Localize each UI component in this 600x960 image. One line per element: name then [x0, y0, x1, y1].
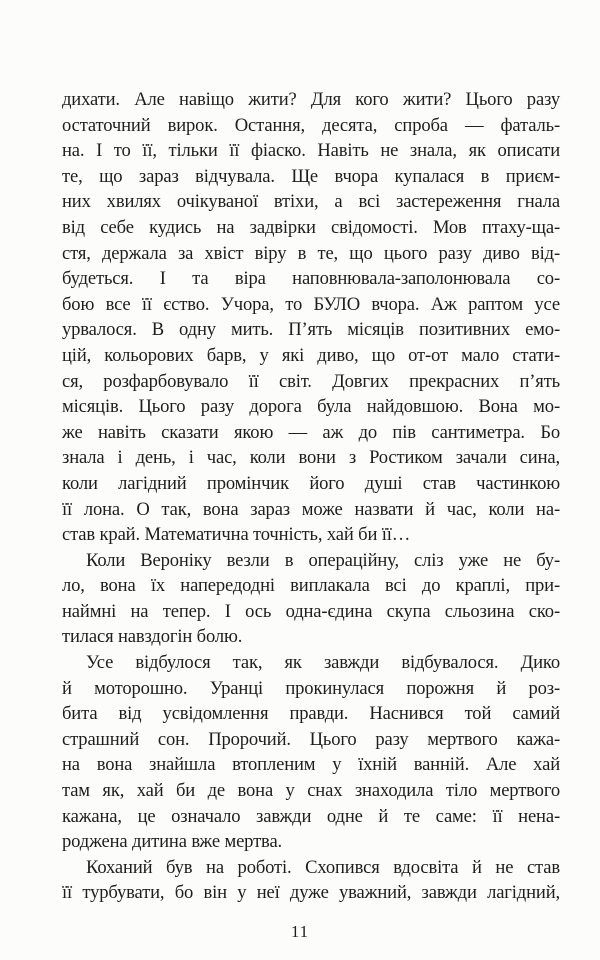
text-line: роджена дитина вже мертва. — [62, 831, 283, 853]
text-line: же навіть сказати якою — аж до пів сантиметра. Бо — [62, 421, 560, 443]
text-line: стя, держала за хвіст віру в те, що цього разу диво від- — [62, 242, 560, 264]
text-line: кажана, це означало завжди одне й те саме: її нена- — [62, 805, 560, 827]
text-line: Коханий був на роботі. Схопився вдосвіта й не став — [86, 856, 560, 878]
text-line: від себе кудись на задвірки свідомості. Мов птаху-ща- — [62, 216, 560, 238]
text-line: на вона знайшла втопленим у їхній ванній. Але хай — [62, 754, 560, 776]
text-line: цій, кольорових барв, у які диво, що от-от мало стати- — [62, 344, 560, 366]
text-line: них хвилях очікуваної втіхи, а всі застереження гнала — [62, 191, 560, 213]
text-line: будеться. І та віра наповнювала-заполонювала со- — [62, 268, 560, 290]
text-line: страшний сон. Пророчий. Цього разу мертвого кажа- — [62, 728, 560, 750]
text-line: її турбувати, бо він у неї дуже уважний, завжди лагідний, — [62, 882, 560, 904]
text-line: урвалося. В одну мить. П’ять місяців позитивних емо- — [62, 319, 560, 341]
text-line: Коли Вероніку везли в операційну, сліз уже не бу- — [86, 549, 560, 571]
text-line: й моторошно. Уранці прокинулася порожня й роз- — [62, 677, 560, 699]
text-line: її лона. О так, вона зараз може назвати й час, коли на- — [62, 498, 560, 520]
text-line: наймні на тепер. І ось одна-єдина скупа сльозина ско- — [62, 600, 560, 622]
text-line: ся, розфарбовувало її світ. Довгих прекрасних п’ять — [62, 370, 560, 392]
book-page-text — [62, 87, 560, 906]
paragraph — [62, 650, 560, 855]
text-line: місяців. Цього разу дорога була найдовшою. Вона мо- — [62, 396, 560, 418]
paragraph — [62, 548, 560, 650]
text-line: тилася навздогін болю. — [62, 626, 243, 648]
text-line: ло, вона їх напередодні виплакала всі до краплі, при- — [62, 575, 560, 597]
text-line: бита від усвідомлення правди. Наснився той самий — [62, 703, 560, 725]
text-line: остаточний вирок. Остання, десята, спроба — фаталь- — [62, 114, 560, 136]
text-line: Усе відбулося так, як завжди відбувалося. Дико — [86, 652, 560, 674]
text-line: там як, хай би де вона у снах знаходила тіло мертвого — [62, 780, 560, 802]
page-number: 11 — [290, 922, 310, 941]
text-line: на. І то її, тільки її фіаско. Навіть не знала, як описати — [62, 140, 560, 162]
text-line: став край. Математична точність, хай би її… — [62, 524, 411, 546]
paragraph — [62, 855, 560, 906]
text-line: бою все її єство. Учора, то БУЛО вчора. Аж раптом усе — [62, 293, 560, 315]
text-line: те, що зараз відчувала. Ще вчора купалася в приєм- — [62, 165, 560, 187]
text-line: знала і день, і час, коли вони з Ростиком зачали сина, — [62, 447, 560, 469]
paragraph — [62, 87, 560, 548]
text-line: дихати. Але навіщо жити? Для кого жити? Цього разу — [62, 89, 560, 110]
text-line: коли лагідний промінчик його душі став частинкою — [62, 472, 560, 494]
